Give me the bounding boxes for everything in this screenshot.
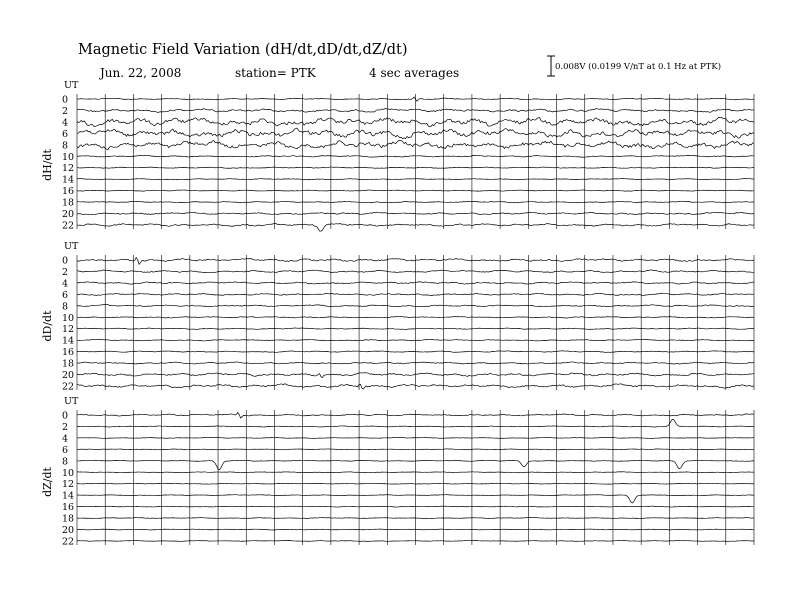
hour-label: 6 bbox=[62, 128, 69, 140]
hour-label: 16 bbox=[62, 186, 75, 198]
scale-bar bbox=[547, 56, 721, 76]
averaging-label: 4 sec averages bbox=[369, 66, 460, 80]
y-axis-label-dZ: dZ/dt bbox=[41, 467, 54, 497]
ut-label: UT bbox=[64, 80, 79, 91]
hour-label: 2 bbox=[62, 421, 69, 433]
panel-dZ bbox=[41, 396, 754, 547]
hour-label: 6 bbox=[62, 444, 69, 456]
hour-label: 4 bbox=[62, 117, 69, 129]
hour-label: 14 bbox=[62, 174, 75, 186]
hour-label: 6 bbox=[62, 289, 69, 301]
hour-label: 4 bbox=[62, 278, 69, 290]
hour-label: 14 bbox=[62, 490, 75, 502]
y-axis-label-dH: dH/dt bbox=[41, 149, 54, 181]
hour-label: 22 bbox=[62, 220, 75, 232]
hour-label: 16 bbox=[62, 502, 75, 514]
hour-label: 20 bbox=[62, 209, 75, 220]
hour-label: 0 bbox=[62, 94, 69, 106]
hour-label: 12 bbox=[62, 479, 75, 491]
figure-header bbox=[78, 42, 721, 80]
panels bbox=[41, 80, 754, 547]
hour-label: 12 bbox=[62, 324, 75, 336]
hour-label: 18 bbox=[62, 358, 75, 370]
hour-label: 0 bbox=[62, 255, 69, 267]
hour-label: 18 bbox=[62, 513, 75, 525]
gridlines-dH bbox=[77, 94, 754, 229]
scale-bar-label: 0.008V (0.0199 V/nT at 0.1 Hz at PTK) bbox=[555, 62, 722, 72]
date-label: Jun. 22, 2008 bbox=[100, 66, 182, 80]
station-label: station= PTK bbox=[235, 66, 316, 80]
panel-dH bbox=[41, 80, 754, 231]
hour-label: 2 bbox=[62, 105, 69, 117]
panel-dD bbox=[41, 241, 754, 392]
hour-label: 20 bbox=[62, 525, 75, 536]
y-axis-label-dD: dD/dt bbox=[41, 310, 54, 342]
gridlines-dZ bbox=[77, 410, 754, 545]
hour-label: 22 bbox=[62, 381, 75, 393]
hour-label: 16 bbox=[62, 347, 75, 359]
hour-label: 8 bbox=[62, 301, 69, 313]
hour-label: 14 bbox=[62, 335, 75, 347]
hour-label: 0 bbox=[62, 410, 69, 422]
hour-label: 12 bbox=[62, 163, 75, 175]
hour-label: 20 bbox=[62, 370, 75, 381]
hour-label: 10 bbox=[62, 312, 75, 324]
hour-label: 8 bbox=[62, 456, 69, 468]
hour-label: 18 bbox=[62, 197, 75, 209]
hour-label: 10 bbox=[62, 151, 75, 163]
figure-title: Magnetic Field Variation (dH/dt,dD/dt,dZ/dt) bbox=[78, 42, 408, 58]
ut-label: UT bbox=[64, 396, 79, 407]
ut-label: UT bbox=[64, 241, 79, 252]
hour-label: 10 bbox=[62, 467, 75, 479]
hour-label: 8 bbox=[62, 140, 69, 152]
hour-label: 4 bbox=[62, 433, 69, 445]
hour-label: 2 bbox=[62, 266, 69, 278]
gridlines-dD bbox=[77, 255, 754, 390]
hour-label: 22 bbox=[62, 536, 75, 548]
